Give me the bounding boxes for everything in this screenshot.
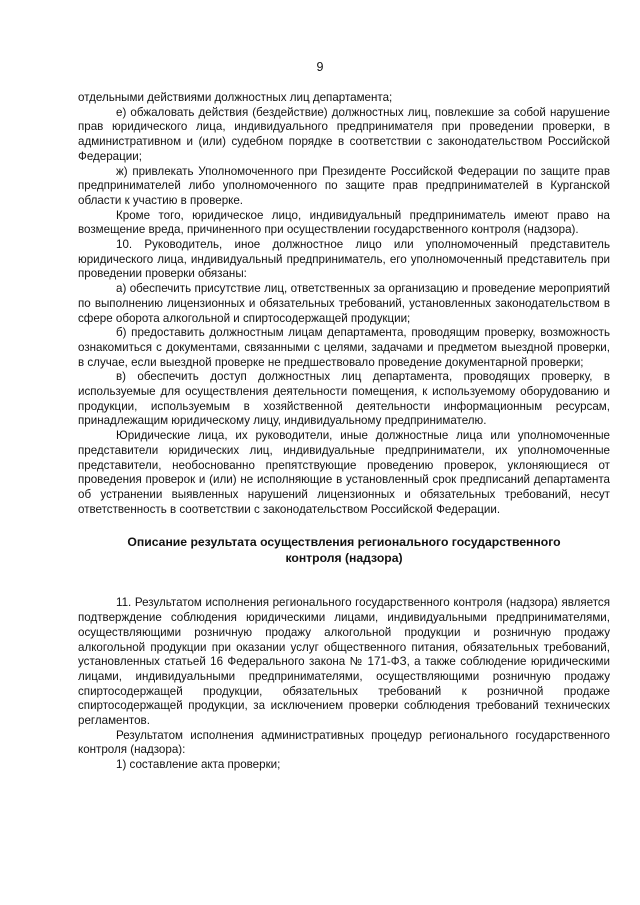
paragraph: Результатом исполнения административных процедур регионального государственного контроля (надзора):: [78, 728, 610, 757]
paragraph: в) обеспечить доступ должностных лиц департамента, проводящих проверку, в используемые для осуществления деятельности помещения, к используемому оборудованию и продукции, используемым в хозяйственной деятельности информационным ресурсам, принадлежащим юридическому лицу, индивидуальному предпринимателю.: [78, 370, 610, 428]
paragraph: е) обжаловать действия (бездействие) должностных лиц, повлекшие за собой нарушение прав юридического лица, индивидуального предпринимателя при проведении проверки, в административном и (или) судебном порядке в соответствии с законодательством Российской Федерации;: [78, 105, 610, 163]
paragraph: 11. Результатом исполнения регионального государственного контроля (надзора) является подтверждение соблюдения юридическими лицами, индивидуальными предпринимателями, осуществляющими розничную продажу алкогольной продукции и розничную продажу алкогольной продукции при оказании услуг общественного питания, обязательных требований, установленных статьей 16 Федерального закона № 171-ФЗ, а также соблюдение юридическими лицами, индивидуальными предпринимателями, осуществляющими розничную продажу спиртосодержащей продукции, обязательных требований к розничной продаже спиртосодержащей продукции, за исключением проверки соблюдения требований технических регламентов.: [78, 596, 610, 728]
paragraph: Кроме того, юридическое лицо, индивидуальный предприниматель имеют право на возмещение вреда, причиненного при осуществлении государственного контроля (надзора).: [78, 208, 610, 237]
paragraph: б) предоставить должностным лицам департамента, проводящим проверку, возможность ознакомиться с документами, связанными с целями, задачами и предметом выездной проверки, в случае, если выездной проверке не предшествовало проведение документарной проверки;: [78, 326, 610, 369]
section-heading-line: Описание результата осуществления регионального государственного: [127, 535, 561, 550]
document-body: [78, 91, 610, 773]
paragraph: 1) составление акта проверки;: [116, 758, 281, 772]
paragraph: 10. Руководитель, иное должностное лицо или уполномоченный представитель юридического лица, индивидуальный предприниматель, его уполномоченный представитель при проведении проверки обязаны:: [78, 238, 610, 281]
paragraph: а) обеспечить присутствие лиц, ответственных за организацию и проведение мероприятий по выполнению лицензионных и обязательных требований, установленных законодательством в сфере оборота алкогольной и спиртосодержащей продукции;: [78, 282, 610, 325]
section-heading-line: контроля (надзора): [285, 550, 403, 565]
section-heading: [118, 535, 570, 566]
page-number: 9: [316, 60, 324, 74]
paragraph: ж) привлекать Уполномоченного при Президенте Российской Федерации по защите прав предпринимателей либо уполномоченного по защите прав предпринимателей в Курганской области к участию в проверке.: [78, 164, 610, 207]
paragraph: Юридические лица, их руководители, иные должностные лица или уполномоченные представители юридических лиц, индивидуальные предприниматели, их уполномоченные представители, необоснованно препятствующие проведению проверок, уклоняющиеся от проведения проверок и (или) не исполняющие в установленный срок предписаний департамента об устранении выявленных нарушений лицензионных и обязательных требований, несут ответственность в соответствии с законодательством Российской Федерации.: [78, 429, 610, 516]
paragraph: отдельными действиями должностных лиц департамента;: [78, 91, 393, 104]
